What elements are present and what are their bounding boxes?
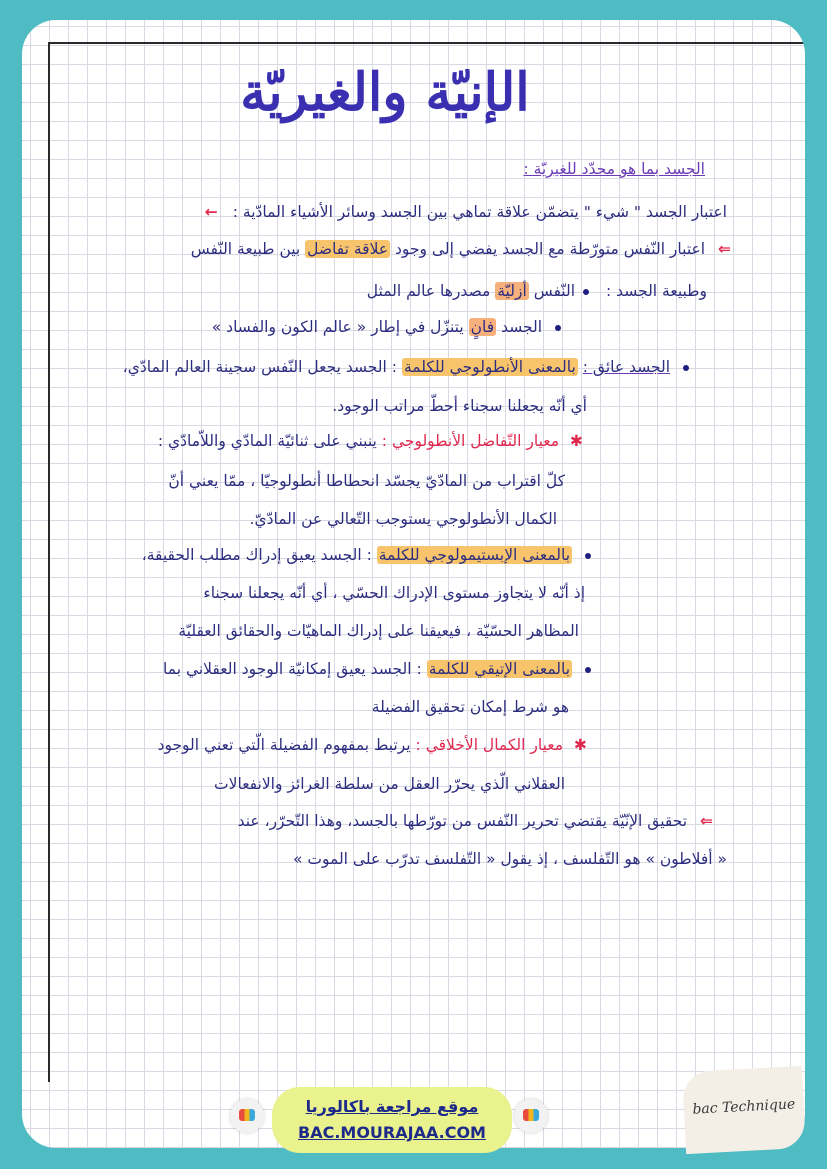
text-line-14: هو شرط إمكان تحقيق الفضيلة — [371, 698, 569, 716]
line-text: الجسد عائق : — [582, 358, 671, 376]
footer-banner[interactable] — [272, 1087, 512, 1153]
line-text: الجسد — [501, 318, 543, 336]
text-line-13 — [163, 660, 591, 678]
page-title: الإنيّة والغيريّة — [240, 62, 530, 123]
site-logo-left — [230, 1099, 264, 1133]
bullet-icon — [555, 325, 561, 331]
double-arrow-icon: ⇐ — [718, 240, 731, 258]
top-margin-line — [48, 42, 805, 44]
section-heading: الجسد بما هو محدّد للغيريّة : — [523, 160, 705, 178]
left-margin-line — [48, 42, 50, 1082]
line-text: وطبيعة الجسد : — [605, 282, 707, 300]
text-line-17 — [238, 812, 713, 830]
line-text: اعتبار النّفس متورّطة مع الجسد يفضي إلى وجود — [395, 240, 706, 258]
text-line-9: الكمال الأنطولوجي يستوجب التّعالي عن المادّيّ. — [249, 510, 557, 528]
line-text: مصدرها عالم المثل — [366, 282, 491, 300]
text-line-15 — [158, 736, 587, 754]
line-text: معيار التّفاضل الأنطولوجي : — [381, 432, 560, 450]
highlight-text: علاقة تفاضل — [307, 240, 389, 258]
highlight-text: بالمعنى الأنطولوجي للكلمة — [403, 358, 576, 376]
badge-label: bac Technique — [692, 1096, 796, 1118]
double-arrow-icon: ⇐ — [700, 812, 713, 830]
bullet-icon — [583, 289, 589, 295]
line-text: : الجسد يعيق إدراك مطلب الحقيقة، — [141, 546, 372, 564]
highlight-text: بالمعنى الإتيقي للكلمة — [428, 660, 571, 678]
line-text: تحقيق الإنّيّة يقتضي تحرير النّفس من تورّطها بالجسد، وهذا التّحرّر، عند — [237, 812, 688, 830]
line-text: : الجسد يجعل النّفس سجينة العالم المادّي، — [122, 358, 397, 376]
text-line-2 — [191, 240, 731, 258]
highlight-text: أزليّة — [497, 282, 527, 300]
text-line-4 — [212, 318, 561, 336]
logo-mark-icon — [239, 1109, 255, 1121]
text-line-6: أي أنّه يجعلنا سجناء أحطّ مراتب الوجود. — [332, 397, 587, 415]
text-line-5 — [123, 358, 689, 376]
line-text: اعتبار الجسد " شيء " يتضمّن علاقة تماهي بين الجسد وسائر الأشياء المادّية : — [232, 203, 727, 221]
logo-mark-icon — [523, 1109, 539, 1121]
arrow-icon: ← — [204, 203, 218, 221]
line-text: يتنزّل في إطار « عالم الكون والفساد » — [211, 318, 464, 336]
star-icon: ✱ — [570, 432, 583, 450]
text-line-1 — [197, 203, 727, 221]
bac-technique-badge — [682, 1066, 806, 1154]
text-line-18: « أفلاطون » هو التّفلسف ، إذ يقول « التّفلسف تدرّب على الموت » — [292, 850, 727, 868]
text-line-11: إذ أنّه لا يتجاوز مستوى الإدراك الحسّي ، أي أنّه يجعلنا سجناء — [203, 584, 585, 602]
text-line-16: العقلاني الّذي يحرّر العقل من سلطة الغرائز والانفعالات — [214, 775, 565, 793]
highlight-text: فانٍ — [470, 318, 495, 336]
line-text: بين طبيعة النّفس — [190, 240, 301, 258]
footer-site-url[interactable]: BAC.MOURAJAA.COM — [298, 1123, 486, 1142]
bullet-group — [367, 282, 589, 300]
site-logo-right — [514, 1099, 548, 1133]
text-line-7 — [158, 432, 583, 450]
line-text: : الجسد يعيق إمكانيّة الوجود العقلاني بما — [163, 660, 422, 678]
line-text: ينبني على ثنائيّة المادّي واللاّمادّي : — [157, 432, 377, 450]
line-text: يرتبط بمفهوم الفضيلة الّتي تعني الوجود — [157, 736, 411, 754]
text-line-8: كلّ اقتراب من المادّيّ يجسّد انحطاطا أنطولوجيّا ، ممّا يعني أنّ — [168, 472, 565, 490]
line-text: النّفس — [533, 282, 576, 300]
highlight-text: بالمعنى الإبستيمولوجي للكلمة — [378, 546, 571, 564]
footer-site-name[interactable]: موقع مراجعة باكالوريا — [305, 1097, 479, 1116]
bullet-icon — [585, 667, 591, 673]
text-line-12: المظاهر الحسّيّة ، فيعيقنا على إدراك الماهيّات والحقائق العقليّة — [178, 622, 579, 640]
line-text: معيار الكمال الأخلاقي : — [415, 736, 564, 754]
star-icon: ✱ — [574, 736, 587, 754]
text-line-3 — [367, 282, 707, 300]
text-line-10 — [142, 546, 591, 564]
bullet-icon — [585, 553, 591, 559]
bullet-icon — [683, 365, 689, 371]
